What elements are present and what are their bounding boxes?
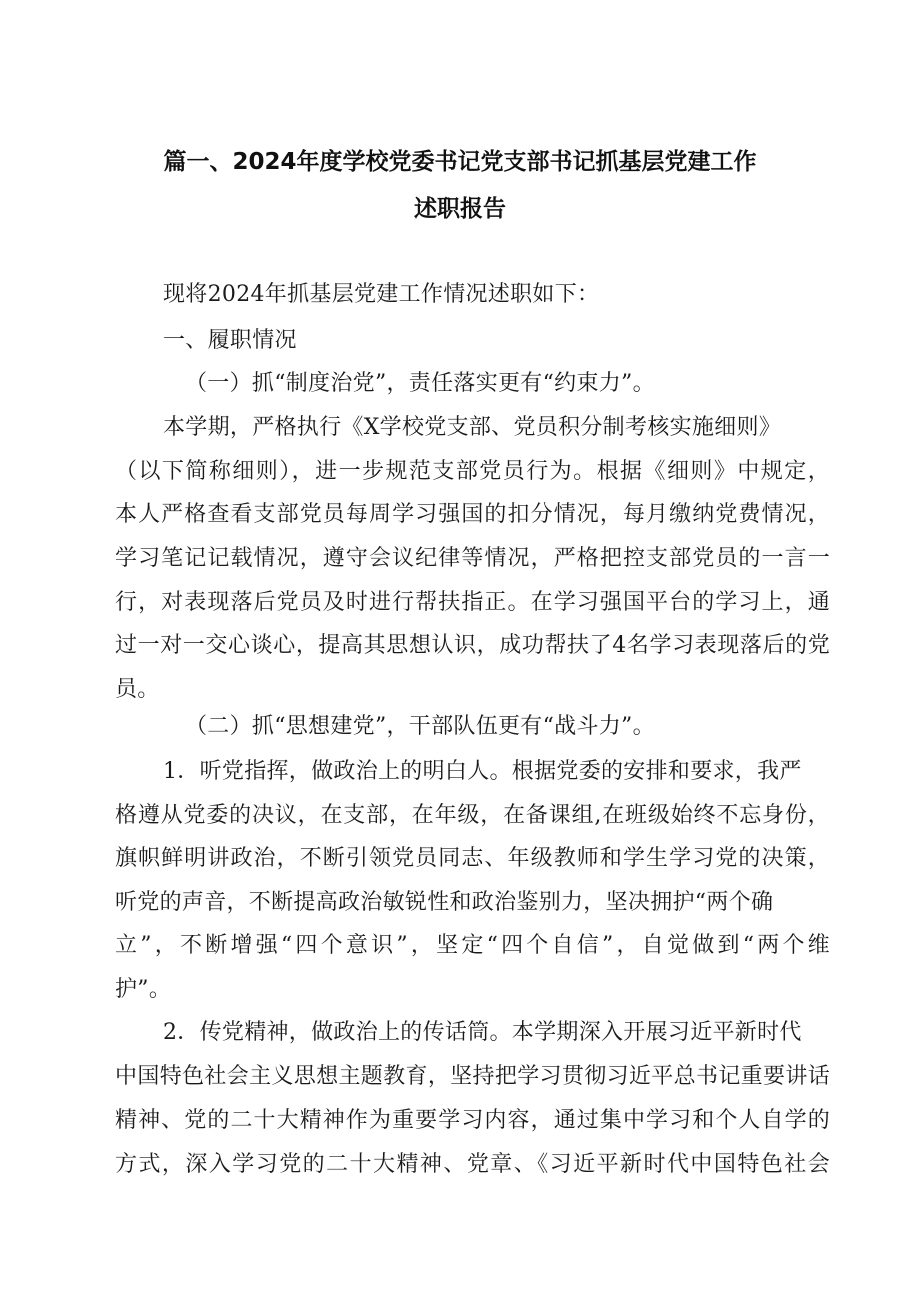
paragraph-3-line-1: 2．传党精神，做政治上的传话筒。本学期深入开展习近平新时代 [163,1020,802,1045]
paragraph-1-line-7: 员。 [115,677,160,702]
paragraph-1-line-5: 行，对表现落后党员及时进行帮扶指正。在学习强国平台的学习上，通 [115,590,830,615]
paragraph-3-line-4: 方式，深入学习党的二十大精神、党章、《习近平新时代中国特色社会 [115,1152,830,1177]
paragraph-2-line-2: 格遵从党委的决议，在支部，在年级，在备课组,在班级始终不忘身份， [115,803,830,828]
paragraph-1-line-3: 本人严格查看支部党员每周学习强国的扣分情况，每月缴纳党费情况， [115,502,830,527]
paragraph-2-line-3: 旗帜鲜明讲政治，不断引领党员同志、年级教师和学生学习党的决策， [115,846,830,871]
section-heading-1: 一、履职情况 [163,328,297,353]
paragraph-1-line-6: 过一对一交心谈心，提高其思想认识，成功帮扶了4名学习表现落后的党 [115,633,830,658]
document-title-line-2: 述职报告 [414,196,506,222]
paragraph-2-line-4: 听党的声音，不断提高政治敏锐性和政治鉴别力，坚决拥护“两个确 [115,890,774,915]
intro-paragraph: 现将2024年抓基层党建工作情况述职如下： [163,282,600,307]
subsection-heading-2: （二）抓“思想建党”，干部队伍更有“战斗力”。 [185,714,655,739]
paragraph-2-line-6: 护”。 [115,977,172,1002]
paragraph-2-line-5: 立”，不断增强“四个意识”，坚定“四个自信”，自觉做到“两个维 [115,933,830,958]
paragraph-2-line-1: 1．听党指挥，做政治上的明白人。根据党委的安排和要求，我严 [163,759,802,784]
paragraph-1-line-2: （以下简称细则），进一步规范支部党员行为。根据《细则》中规定， [115,459,830,484]
subsection-heading-1: （一）抓“制度治党”，责任落实更有“约束力”。 [185,371,655,396]
paragraph-1-line-4: 学习笔记记载情况，遵守会议纪律等情况，严格把控支部党员的一言一 [115,546,830,571]
paragraph-3-line-3: 精神、党的二十大精神作为重要学习内容，通过集中学习和个人自学的 [115,1108,830,1133]
document-title-line-1: 篇一、2024年度学校党委书记党支部书记抓基层党建工作 [163,149,757,175]
paragraph-1-line-1: 本学期，严格执行《X学校党支部、党员积分制考核实施细则》 [163,415,782,440]
paragraph-3-line-2: 中国特色社会主义思想主题教育，坚持把学习贯彻习近平总书记重要讲话 [115,1064,830,1089]
